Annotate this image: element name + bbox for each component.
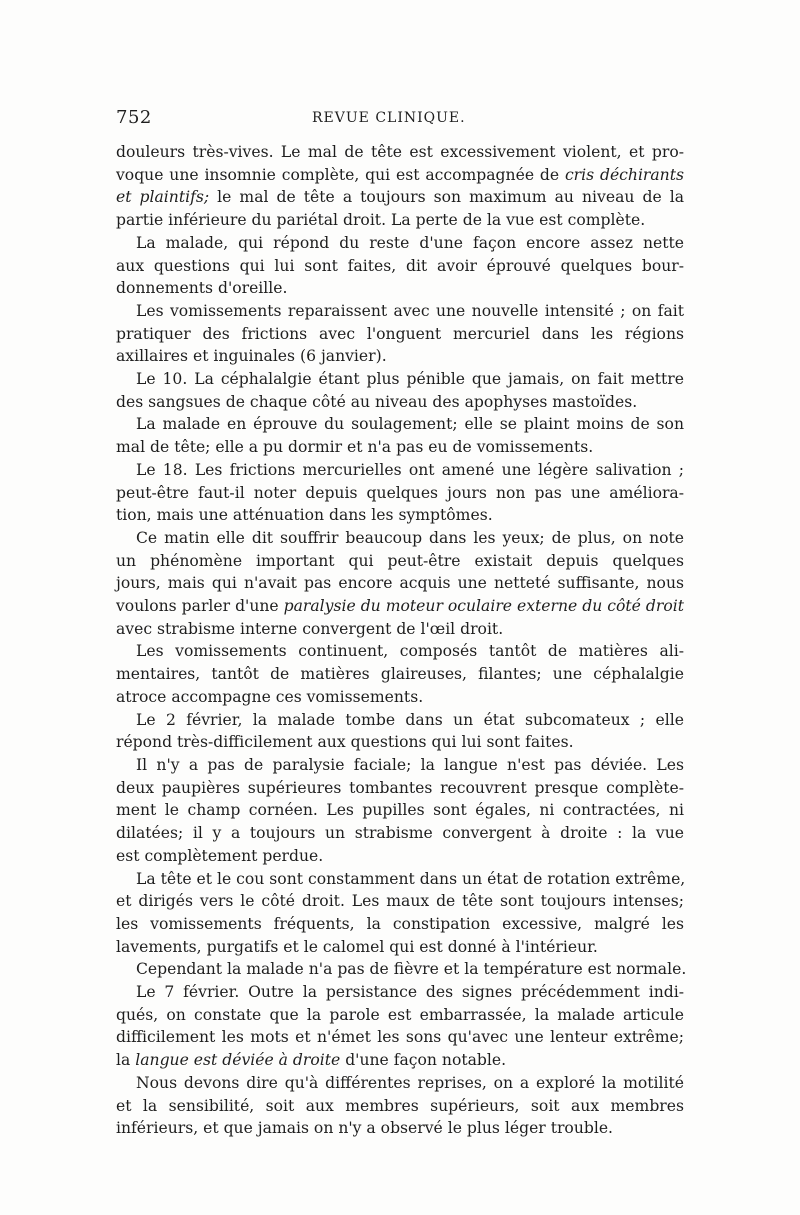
text-line: avec strabisme interne convergent de l'œil droit. (116, 619, 504, 638)
text-line: Le 10. La céphalalgie étant plus pénible que jamais, on fait mettre (136, 370, 684, 389)
paragraph (116, 1072, 684, 1140)
text-line: Il n'y a pas de paralysie faciale; la langue n'est pas déviée. Les (136, 755, 684, 774)
italic-phrase: et plaintifs; (116, 188, 210, 207)
paragraph (116, 640, 684, 708)
text-line: difficilement les mots et n'émet les sons qu'avec une lenteur extrême; (116, 1028, 684, 1047)
text-line: peut-être faut-il noter depuis quelques jours non pas une améliora- (116, 483, 684, 502)
paragraph (116, 958, 687, 981)
paragraph (116, 232, 684, 300)
paragraph (116, 413, 684, 458)
text-line: et plaintifs; le mal de tête a toujours son maximum au niveau de la (116, 188, 685, 207)
text-line: axillaires et inguinales (6 janvier). (116, 347, 387, 366)
page-header (112, 107, 682, 137)
text-line: Le 7 février. Outre la persistance des signes précédemment indi- (136, 983, 684, 1002)
text-line: Le 2 février, la malade tombe dans un état subcomateux ; elle (136, 710, 684, 729)
text-line: aux questions qui lui sont faites, dit avoir éprouvé quelques bour- (116, 256, 684, 275)
text-line: partie inférieure du pariétal droit. La perte de la vue est complète. (116, 211, 646, 230)
text-line: pratiquer des frictions avec l'onguent mercuriel dans les régions (116, 324, 684, 343)
paragraph (116, 527, 684, 641)
body-text (116, 141, 687, 1140)
text-line: voque une insomnie complète, qui est accompagnée de cris déchirants (116, 165, 684, 184)
text-line: et dirigés vers le côté droit. Les maux de tête sont toujours intenses; (116, 892, 684, 911)
text-line: lavements, purgatifs et le calomel qui est donné à l'intérieur. (116, 937, 598, 956)
text-line: les vomissements fréquents, la constipation excessive, malgré les (116, 914, 684, 933)
paragraph (116, 459, 684, 527)
text-line: est complètement perdue. (116, 846, 324, 865)
italic-phrase: paralysie du moteur oculaire externe du côté droit (283, 597, 684, 616)
text-line: dilatées; il y a toujours un strabisme convergent à droite : la vue (116, 824, 684, 843)
text-line: ment le champ cornéen. Les pupilles sont égales, ni contractées, ni (116, 801, 684, 820)
paragraph (116, 981, 684, 1072)
text-line: voulons parler d'une paralysie du moteur oculaire externe du côté droit (116, 597, 684, 616)
text-line: La malade, qui répond du reste d'une façon encore assez nette (136, 233, 684, 252)
paragraph (116, 754, 684, 868)
text-line: un phénomène important qui peut-être existait depuis quelques (116, 551, 684, 570)
text-line: répond très-difficilement aux questions qui lui sont faites. (116, 733, 574, 752)
text-line: inférieurs, et que jamais on n'y a observé le plus léger trouble. (116, 1119, 614, 1138)
text-line: La tête et le cou sont constamment dans un état de rotation extrême, (136, 869, 686, 888)
italic-phrase: langue est déviée à droite (135, 1051, 341, 1070)
text-line: des sangsues de chaque côté au niveau des apophyses mastoïdes. (116, 392, 638, 411)
text-line: Cependant la malade n'a pas de fièvre et la température est normale. (136, 960, 687, 979)
paragraph (116, 141, 684, 232)
page-number: 752 (116, 107, 152, 128)
text-line: donnements d'oreille. (116, 279, 288, 298)
text-line: Ce matin elle dit souffrir beaucoup dans les yeux; de plus, on note (136, 528, 684, 547)
text-line: douleurs très-vives. Le mal de tête est excessivement violent, et pro- (116, 143, 684, 161)
text-line: jours, mais qui n'avait pas encore acquis une netteté suffisante, nous (116, 574, 684, 593)
text-line: tion, mais une atténuation dans les symptômes. (116, 506, 493, 525)
text-line: Nous devons dire qu'à différentes reprises, on a exploré la motilité (136, 1073, 684, 1092)
text-line: la langue est déviée à droite d'une façon notable. (116, 1051, 507, 1070)
text-line: mal de tête; elle a pu dormir et n'a pas eu de vomissements. (116, 438, 594, 457)
running-head: REVUE CLINIQUE. (312, 110, 466, 126)
text-line: et la sensibilité, soit aux membres supérieurs, soit aux membres (116, 1096, 684, 1115)
italic-phrase: cris déchirants (564, 165, 684, 184)
text-line: mentaires, tantôt de matières glaireuses, filantes; une céphalalgie (116, 665, 684, 684)
text-line: La malade en éprouve du soulagement; elle se plaint moins de son (136, 415, 684, 434)
text-line: Les vomissements continuent, composés tantôt de matières ali- (136, 642, 684, 661)
paragraph (116, 868, 684, 959)
text-line: atroce accompagne ces vomissements. (116, 687, 424, 706)
text-line: qués, on constate que la parole est embarrassée, la malade articule (116, 1005, 684, 1024)
text-line: Les vomissements reparaissent avec une nouvelle intensité ; on fait (136, 301, 684, 320)
paragraph (116, 300, 684, 368)
text-line: deux paupières supérieures tombantes recouvrent presque complète- (116, 778, 684, 797)
paragraph (116, 709, 684, 754)
text-line: Le 18. Les frictions mercurielles ont amené une légère salivation ; (136, 460, 684, 479)
paragraph (116, 368, 684, 413)
